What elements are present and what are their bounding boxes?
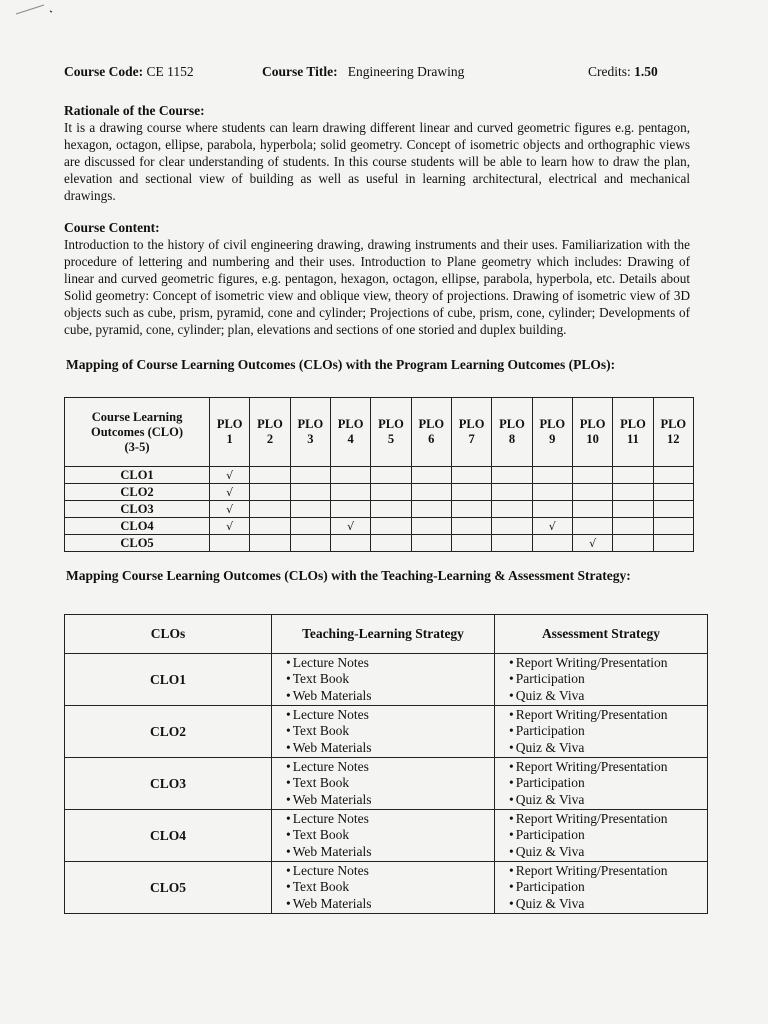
check-icon: √ [347,519,355,533]
plo-header-9: PLO 9 [532,398,572,467]
plo-header-12: PLO 12 [653,398,693,467]
plo-cell [371,467,411,484]
list-item: • Quiz & Viva [509,896,707,913]
course-code: Course Code: CE 1152 [64,64,194,79]
plo-cell [653,501,693,518]
list-item: • Text Book [286,879,494,896]
check-icon: √ [226,468,234,482]
list-item: • Web Materials [286,688,494,705]
list-item: • Report Writing/Presentation [509,759,707,776]
list-item: • Report Writing/Presentation [509,655,707,672]
list-item: • Participation [509,879,707,896]
plo-header-5: PLO 5 [371,398,411,467]
plo-cell [451,501,491,518]
check-icon: √ [226,519,234,533]
plo-cell [290,518,330,535]
teaching-strategy-list [272,862,495,914]
course-credits: Credits: 1.50 [588,64,658,79]
list-item: • Participation [509,775,707,792]
plo-cell [411,501,451,518]
list-item: • Lecture Notes [286,811,494,828]
plo-cell [653,535,693,552]
list-item: • Web Materials [286,792,494,809]
list-item: • Quiz & Viva [509,740,707,757]
plo-header-3: PLO 3 [290,398,330,467]
rationale-heading: Rationale of the Course: [64,103,205,118]
clo-label: CLO2 [65,484,210,501]
plo-cell [330,484,370,501]
plo-cell [290,535,330,552]
teaching-strategy-list [272,758,495,810]
plo-cell [653,484,693,501]
plo-cell [492,501,532,518]
course-content-text: Introduction to the history of civil engineering drawing, drawing instruments and their uses. Familiarization with the procedure of lettering and numbering and their uses. Introduction to Plane geometry which includes: Drawing of linear and curved geometric figures, e.g. pentagon, hexagon, octagon, ellipse, parabola, hyperbola, etc. Details about Solid geometry: Concept of isometric view and oblique view, theory of projections. Drawing of isometric view of 3D objects such as cube, prism, pyramid, cone and cylinder; Projections of cube, prism, cone, cylinder; Developments of cube, pyramid, cone, cylinder; plan, elevations and sections of one storied and duplex building. [64,237,690,337]
plo-cell [572,484,612,501]
plo-cell [330,467,370,484]
plo-mapping-title: Mapping of Course Learning Outcomes (CLOs) with the Program Learning Outcomes (PLOs): [66,357,616,372]
check-icon: √ [589,536,597,550]
plo-cell [210,467,250,484]
list-item: • Web Materials [286,844,494,861]
plo-cell [532,518,572,535]
plo-cell [411,467,451,484]
plo-cell [371,535,411,552]
plo-cell [492,467,532,484]
clo-label: CLO5 [65,535,210,552]
table-row [65,706,708,758]
plo-header-1: PLO 1 [210,398,250,467]
plo-cell [250,467,290,484]
teaching-strategy-list [272,654,495,706]
clo-label: CLO1 [65,467,210,484]
assessment-strategy-list [495,654,708,706]
plo-cell [371,518,411,535]
table-row [65,501,694,518]
list-item: • Quiz & Viva [509,688,707,705]
list-item: • Quiz & Viva [509,844,707,861]
list-item: • Lecture Notes [286,863,494,880]
plo-cell [572,518,612,535]
list-item: • Web Materials [286,896,494,913]
clo-label: CLO3 [65,758,272,810]
rationale-text: It is a drawing course where students can learn drawing different linear and curved geometric figures e.g. pentagon, hexagon, octagon, ellipse, parabola, hyperbola; solid geometry. Concept of isometric objects and orthographic views are discussed for clear understanding of students. In this course students will be able to learn how to draw the plan, elevation and sectional view of building as well as useful in learning architectural, electrical and mechanical drawings. [64,120,690,203]
plo-header-10: PLO 10 [572,398,612,467]
clo-label: CLO3 [65,501,210,518]
list-item: • Text Book [286,723,494,740]
plo-cell [290,501,330,518]
assessment-strategy-list [495,758,708,810]
plo-cell [532,467,572,484]
plo-cell [532,535,572,552]
plo-cell [572,501,612,518]
list-item: • Participation [509,827,707,844]
plo-cell [290,484,330,501]
plo-cell [250,535,290,552]
rationale-section [64,102,690,204]
plo-cell [250,484,290,501]
plo-cell [653,518,693,535]
list-item: • Web Materials [286,740,494,757]
clo-label: CLO5 [65,862,272,914]
assessment-strategy-list [495,862,708,914]
clo-plo-table [64,397,694,552]
list-item: • Lecture Notes [286,759,494,776]
list-item: • Participation [509,671,707,688]
table-row [65,518,694,535]
course-content-heading: Course Content: [64,220,160,235]
plo-header-8: PLO 8 [492,398,532,467]
plo-cell [411,535,451,552]
plo-header-7: PLO 7 [451,398,491,467]
plo-cell [290,467,330,484]
plo-cell [411,484,451,501]
plo-cell [613,467,653,484]
plo-cell [411,518,451,535]
plo-cell [250,501,290,518]
plo-cell [210,518,250,535]
plo-cell [371,501,411,518]
table-row [65,535,694,552]
plo-cell [492,484,532,501]
teaching-strategy-list [272,810,495,862]
plo-cell [572,467,612,484]
plo-cell [451,484,491,501]
plo-cell [613,484,653,501]
plo-header-11: PLO 11 [613,398,653,467]
list-item: • Participation [509,723,707,740]
list-item: • Quiz & Viva [509,792,707,809]
list-item: • Report Writing/Presentation [509,811,707,828]
check-icon: √ [226,502,234,516]
table-row [65,484,694,501]
course-title: Course Title: Engineering Drawing [262,64,465,79]
assessment-header: Assessment Strategy [495,615,708,654]
clo-strategy-table [64,614,708,914]
plo-cell [572,535,612,552]
table-row [65,862,708,914]
plo-cell [330,535,370,552]
table-row [65,467,694,484]
check-icon: √ [226,485,234,499]
table-row [65,654,708,706]
teaching-header: Teaching-Learning Strategy [272,615,495,654]
strategy-mapping-title: Mapping Course Learning Outcomes (CLOs) with the Teaching-Learning & Assessment Strategy: [66,568,631,583]
pencil-mark-icon [14,2,54,16]
plo-header-4: PLO 4 [330,398,370,467]
check-icon: √ [548,519,556,533]
plo-cell [451,467,491,484]
plo-cell [210,501,250,518]
assessment-strategy-list [495,706,708,758]
plo-cell [451,535,491,552]
list-item: • Lecture Notes [286,655,494,672]
table-row [65,810,708,862]
plo-cell [613,518,653,535]
course-header [64,64,684,84]
plo-cell [653,467,693,484]
plo-cell [210,484,250,501]
table-header-row [65,615,708,654]
teaching-strategy-list [272,706,495,758]
plo-cell [371,484,411,501]
plo-cell [613,535,653,552]
table-header-row [65,398,694,467]
clo-label: CLO2 [65,706,272,758]
assessment-strategy-list [495,810,708,862]
list-item: • Report Writing/Presentation [509,707,707,724]
list-item: • Lecture Notes [286,707,494,724]
plo-cell [492,518,532,535]
plo-cell [330,518,370,535]
plo-cell [492,535,532,552]
plo-cell [532,501,572,518]
plo-cell [613,501,653,518]
plo-cell [250,518,290,535]
plo-cell [451,518,491,535]
clo-label: CLO1 [65,654,272,706]
list-item: • Report Writing/Presentation [509,863,707,880]
plo-cell [330,501,370,518]
clo-header-cell: Course Learning Outcomes (CLO) (3-5) [65,398,210,467]
list-item: • Text Book [286,827,494,844]
course-content-section [64,219,690,338]
plo-header-2: PLO 2 [250,398,290,467]
plo-cell [210,535,250,552]
clos-header: CLOs [65,615,272,654]
clo-label: CLO4 [65,518,210,535]
list-item: • Text Book [286,775,494,792]
table-row [65,758,708,810]
list-item: • Text Book [286,671,494,688]
plo-cell [532,484,572,501]
clo-label: CLO4 [65,810,272,862]
plo-header-6: PLO 6 [411,398,451,467]
